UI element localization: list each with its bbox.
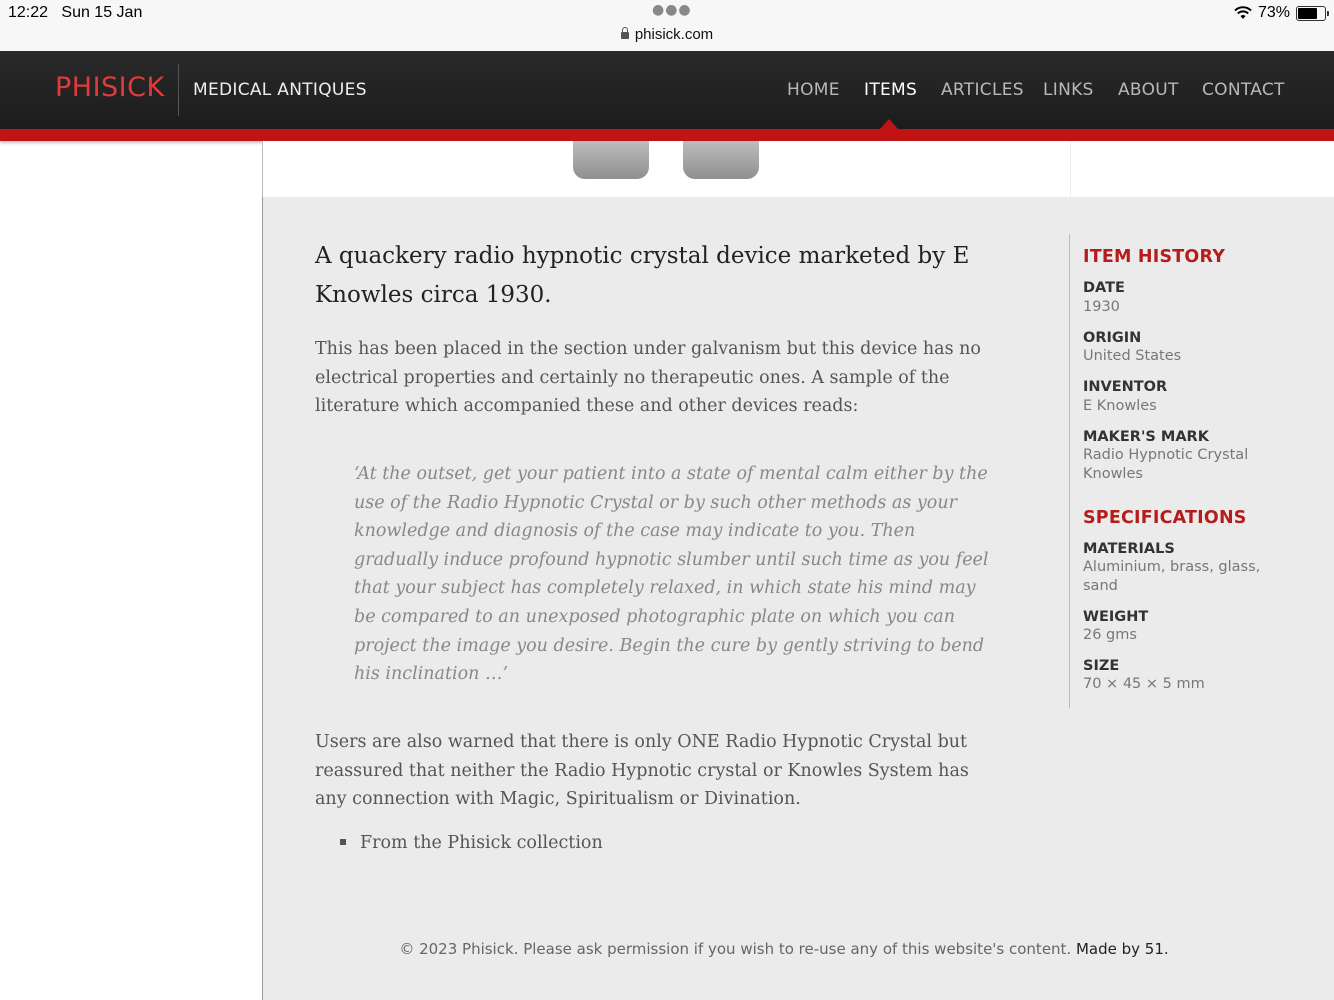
status-bar [0,0,1334,51]
size-label: SIZE [1083,658,1120,674]
article-title: A quackery radio hypnotic crystal device marketed by E Knowles circa 1930. [315,243,970,308]
nav-home[interactable]: HOME [787,80,840,100]
lock-icon [621,32,629,39]
item-history-heading: ITEM HISTORY [1083,247,1226,267]
site-logo[interactable]: PHISICK [55,72,165,103]
materials-value: Aluminium, brass, glass, sand [1083,559,1261,594]
site-tagline: MEDICAL ANTIQUES [193,80,367,100]
weight-label: WEIGHT [1083,609,1149,625]
nav-about[interactable]: ABOUT [1118,80,1179,100]
battery-percent: 73% [1257,4,1290,21]
article-warning: Users are also warned that there is only ONE Radio Hypnotic Crystal but reassured that neither the Radio Hypnotic crystal or Knowles System has any connection with Magic, Spiritualism or Divination. [315,732,969,810]
makers-mark-value: Radio Hypnotic Crystal Knowles [1083,447,1249,482]
crystal-block-left [573,141,649,179]
product-image [262,141,1334,198]
date-value: 1930 [1083,299,1120,315]
origin-value: United States [1083,348,1182,364]
active-nav-indicator [880,119,898,129]
footer-made-by-link[interactable]: Made by 51. [1075,940,1169,958]
materials-label: MATERIALS [1083,541,1175,557]
nav-contact[interactable]: CONTACT [1202,80,1285,100]
url-text: phisick.com [634,26,714,43]
size-value: 70 × 45 × 5 mm [1083,676,1205,692]
inventor-label: INVENTOR [1083,379,1168,395]
origin-label: ORIGIN [1083,330,1142,346]
status-time [8,4,142,22]
article-intro: This has been placed in the section under galvanism but this device has no electrical properties and certainly no therapeutic ones. A sample of the literature which accompanied these and other devices reads: [315,339,981,417]
crystal-block-right [683,141,759,179]
site-footer [0,940,1334,958]
nav-articles[interactable]: ARTICLES [941,80,1024,100]
more-dots-icon[interactable]: ●●● [652,2,692,18]
weight-value: 26 gms [1083,627,1137,643]
logo-divider [178,64,179,116]
header-accent-bar [0,129,1334,141]
specifications-heading: SPECIFICATIONS [1083,508,1247,528]
wifi-icon [1234,6,1252,20]
address-bar[interactable] [0,26,1334,43]
makers-mark-label: MAKER'S MARK [1083,429,1209,445]
nav-links[interactable]: LINKS [1043,80,1094,100]
clock: 12:22 [8,4,49,21]
footer-copyright: © 2023 Phisick. Please ask permission if you wish to re-use any of this website's content. [399,940,1072,958]
date-label: DATE [1083,280,1125,296]
inventor-value: E Knowles [1083,398,1157,414]
bullet-icon [340,839,346,845]
nav-items[interactable]: ITEMS [864,80,918,100]
status-indicators [1234,4,1326,22]
battery-icon [1296,6,1326,21]
list-item-text[interactable]: From the Phisick collection [360,833,603,853]
list-item [340,833,603,853]
date: Sun 15 Jan [61,4,143,21]
article-quote: ‘At the outset, get your patient into a state of mental calm either by the use of the Radio Hypnotic Crystal or by such other methods as your knowledge and diagnosis of the case may indicate to you. Then gradually induce profound hypnotic slumber until such time as you feel that your subject has completely relaxed, in which state his mind may be compared to an unexposed photographic plate on which you can project the image you desire. Begin the cure by gently striving to bend his inclination …’ [354,464,989,685]
